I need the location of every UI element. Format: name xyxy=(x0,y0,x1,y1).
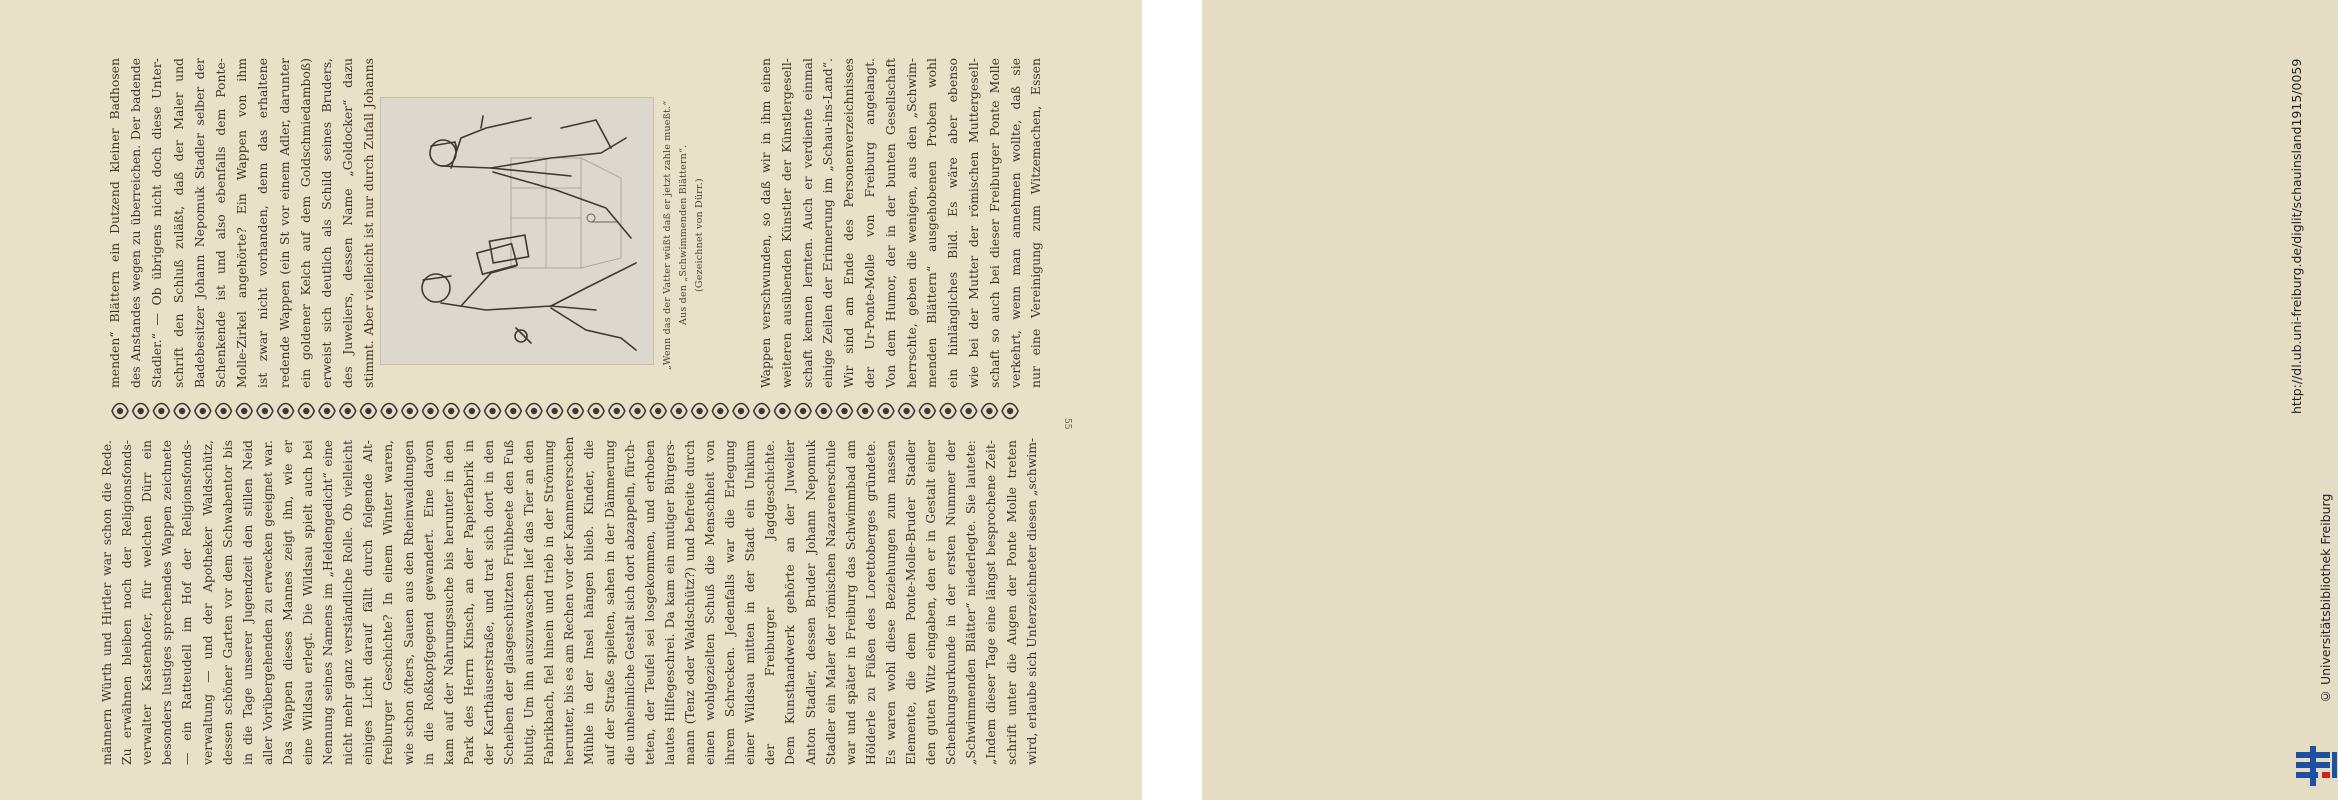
text-line: ein goldener Kelch auf dem Goldschmiedamboß) xyxy=(297,58,313,388)
text-line: verwaltung — und der Apotheker Waldschütz, xyxy=(199,440,215,765)
text-line: „Schwimmenden Blätter“ niederlegte. Sie lautete: xyxy=(963,440,979,765)
text-line: lautes Hilfegeschrei. Da kam ein mutiger Bürgers- xyxy=(661,440,677,765)
text-line: verwalter Kastenhofer, für welchen Dürr ein xyxy=(139,440,155,765)
text-line: ein hinlängliches Bild. Es wäre aber ebenso xyxy=(945,58,961,388)
text-line: blutig. Um ihn auszuwaschen lief das Tier an den xyxy=(521,440,537,765)
text-line: Schenkende ist und also ebenfalls dem Ponte- xyxy=(213,58,228,388)
book-page-scan xyxy=(0,0,1142,800)
text-line: teten, der Teufel sei losgekommen, und erhoben xyxy=(641,440,657,765)
logo-mark-icon xyxy=(2292,744,2338,788)
text-line: schrift unter die Augen der Ponte Molle treten xyxy=(1003,440,1019,765)
text-line: der Freiburger Jagdgeschichte. xyxy=(762,440,778,765)
ornament-motif xyxy=(278,404,294,419)
ornament-motif xyxy=(153,404,169,419)
text-line: war und später in Freiburg das Schwimmbad am xyxy=(842,440,858,765)
ornament-motif xyxy=(981,404,997,419)
text-line: männern Würth und Hirtler war schon die Rede. xyxy=(99,440,114,765)
ornament-motif xyxy=(402,404,418,419)
ornament-motif xyxy=(1002,404,1018,419)
ornament-motif xyxy=(257,404,273,419)
page-number: 55 xyxy=(1062,418,1072,430)
ornament-motif xyxy=(588,404,604,419)
permalink-url[interactable]: http://dl.ub.uni-freiburg.de/diglit/schauinsland1915/0059 xyxy=(2289,58,2304,414)
text-line: Das Wappen dieses Mannes zeigt ihn, wie er xyxy=(279,440,295,765)
text-line: mann (Tenz oder Waldschütz?) und befreite durch xyxy=(681,440,697,765)
ornament-motif xyxy=(112,404,128,419)
text-line: besonders lustiges sprechendes Wappen zeichnete xyxy=(159,440,175,765)
text-line: einer Wildsau mitten in der Stadt ein Unikum xyxy=(742,440,758,765)
ornament-motif xyxy=(630,404,646,419)
text-line: wird, erlaube sich Unterzeichneter diesen „schwim- xyxy=(1023,437,1039,765)
text-line: kam auf der Nahrungssuche bis herunter in den xyxy=(440,440,456,765)
text-line: schrift den Schluß zuläßt, daß der Maler und xyxy=(170,58,186,388)
text-line: in die Roßkopfgegend gewandert. Eine davon xyxy=(420,440,436,765)
text-line: freiburger Geschichte? In einem Winter waren, xyxy=(380,440,396,765)
text-line: einen wohlgezielten Schuß die Menschheit von xyxy=(702,440,717,765)
text-line: wie bei der Mutter der römischen Muttergesell- xyxy=(966,58,981,388)
viewer-sidebar xyxy=(1142,0,2333,800)
text-line: dessen schöner Garten vor dem Schwabentor bis xyxy=(219,440,235,765)
ornament-motif xyxy=(526,404,542,419)
text-line: der Karthäuserstraße, und trat sich dort in den xyxy=(480,440,496,765)
text-line: die unheimliche Gestalt sich dort abzappeln, fürch- xyxy=(621,440,637,765)
text-line: Park des Herrn Kinsch, an der Papierfabrik in xyxy=(460,440,476,765)
illustration-figure xyxy=(380,97,654,365)
text-line: ist zwar nicht vorhanden, denn das erhaltene xyxy=(255,58,271,388)
text-line: Mühle in der Insel hängen blieb. Kinder, die xyxy=(581,440,597,765)
ornament-motif xyxy=(837,404,853,419)
ornament-motif xyxy=(547,404,563,419)
caption-line-quote: „Wenn das der Vatter wüßt daß er jetzt zahle mueßt.“ xyxy=(662,100,673,370)
ornament-motif xyxy=(795,404,811,419)
text-line: menden“ Blättern ein Dutzend kleiner Badhosen xyxy=(107,58,122,388)
ornament-divider xyxy=(110,398,1020,424)
ornament-motif xyxy=(464,404,480,419)
sketch-drawing-icon xyxy=(381,98,653,364)
text-line: herrschte, geben die wenigen, aus den „Schwim- xyxy=(903,58,919,388)
text-line: Dem Kunsthandwerk gehörte an der Juwelier xyxy=(782,440,798,765)
text-line: ihrem Schrecken. Jedenfalls war die Erlegung xyxy=(722,440,738,765)
ornament-motif xyxy=(733,404,749,419)
ornament-motif xyxy=(650,404,666,419)
text-line: den guten Witz eingaben, den er in Gestalt einer xyxy=(923,440,939,765)
ornament-motif xyxy=(878,404,894,419)
text-line: stimmt. Aber vielleicht ist nur durch Zufall Johanns xyxy=(361,58,377,388)
ornament-motif xyxy=(609,404,625,419)
ornament-motif xyxy=(919,404,935,419)
ornament-motif xyxy=(236,404,252,419)
ornament-motif xyxy=(754,404,770,419)
text-line: redende Wappen (ein St vor einem Adler, darunter xyxy=(276,58,292,388)
ornament-motif xyxy=(961,404,977,419)
ornament-motif xyxy=(816,404,832,419)
text-line: schaft so auch bei dieser Freiburger Ponte Molle xyxy=(986,58,1002,388)
ornament-motif xyxy=(423,404,439,419)
ornament-motif xyxy=(712,404,728,419)
text-line: schaft kennen lernten. Auch er verdiente einmal xyxy=(799,58,815,388)
text-line: weiteren ausübenden Künstler der Künstlergesell- xyxy=(778,58,794,388)
text-line: Zu erwähnen bleiben noch der Religionsfonds- xyxy=(119,440,135,765)
copyright-text: © Universitätsbibliothek Freiburg xyxy=(2318,493,2333,704)
text-line: nur eine Vereinigung zum Witzemachen, Essen xyxy=(1028,58,1044,388)
text-line: aller Vorübergehenden zu erwecken geeignet war. xyxy=(259,440,275,765)
text-line: wie schon öfters, Sauen aus den Rheinwaldungen xyxy=(400,440,416,765)
text-line: „Indem dieser Tage eine längst besprochene Zeit- xyxy=(983,440,999,765)
text-line: Elemente, die dem Ponte-Molle-Bruder Stadler xyxy=(903,440,918,765)
ornament-motif xyxy=(443,404,459,419)
text-line: Nennung seines Namens im „Heldengedicht“ eine xyxy=(320,440,336,765)
text-column-block xyxy=(104,58,380,388)
text-line: der Ur-Ponte-Molle von Freiburg angelangt. xyxy=(862,58,877,388)
text-column-block xyxy=(97,436,1042,765)
illustration-caption xyxy=(660,90,730,380)
ub-freiburg-logo-icon[interactable] xyxy=(2292,744,2338,788)
caption-text xyxy=(660,90,730,380)
text-column-block xyxy=(756,58,1047,388)
caption-line-artist: (Gezeichnet von Dürr.) xyxy=(694,178,705,292)
text-line: nicht mehr ganz verständliche Rolle. Ob vielleicht xyxy=(340,440,356,765)
text-line: eine Wildsau erlegt. Die Wildsau spielt auch bei xyxy=(300,440,315,765)
ornament-motif xyxy=(133,404,149,419)
ornament-motif xyxy=(298,404,314,419)
text-line: herunter, bis es am Rechen vor der Kammererschen xyxy=(561,436,577,765)
ornament-motif xyxy=(692,404,708,419)
ornament-motif xyxy=(485,404,501,419)
ornament-motif xyxy=(567,404,583,419)
text-line: menden Blättern“ ausgehobenen Proben wohl xyxy=(924,58,940,388)
text-line: Stadler ein Maler der römischen Nazarenerschule xyxy=(822,440,838,765)
text-line: — ein Ratteudell im Hof der Religionsfonds- xyxy=(179,440,195,765)
text-line: Anton Stadler, dessen Bruder Johann Nepomuk xyxy=(802,440,818,765)
text-line: verkehrt, wenn man annehmen wollte, daß sie xyxy=(1007,58,1023,388)
text-line: in die Tage unserer Jugendzeit den stillen Neid xyxy=(239,440,255,765)
ornament-icon xyxy=(110,398,1020,424)
ornament-motif xyxy=(216,404,232,419)
ornament-motif xyxy=(381,404,397,419)
ornament-motif xyxy=(671,404,687,419)
ornament-motif xyxy=(505,404,521,419)
text-line: Wir sind am Ende des Personenverzeichnisses xyxy=(841,58,857,388)
ornament-motif xyxy=(195,404,211,419)
text-line: Fabrikbach, fiel hinein und trieb in der Strömung xyxy=(541,440,557,765)
text-line: Es waren wohl diese Beziehungen zum nassen xyxy=(882,440,898,765)
ornament-motif xyxy=(340,404,356,419)
ornament-motif xyxy=(774,404,790,419)
ornament-motif xyxy=(940,404,956,419)
ornament-motif xyxy=(857,404,873,419)
text-line: Scheiben der glasgeschützten Frühbeete den Fuß xyxy=(501,440,516,765)
text-line: Wappen verschwunden, so daß wir in ihm einen xyxy=(758,58,773,388)
ornament-motif xyxy=(899,404,915,419)
caption-line-source: Aus den „Schwimmenden Blättern“. xyxy=(678,144,689,326)
text-line: des Anstandes wegen zu überreichen. Der badende xyxy=(128,58,144,388)
text-line: auf der Straße spielten, sahen in der Dämmerung xyxy=(601,440,617,765)
ornament-motif xyxy=(319,404,335,419)
text-line: Stadler.“ — Ob übrigens nicht doch diese Unter- xyxy=(149,58,165,388)
text-line: Schenkungsurkunde in der ersten Nummer der xyxy=(943,440,959,765)
ornament-motif xyxy=(360,404,376,419)
text-line: Hölderle zu Füßen des Lorettoberges gründete. xyxy=(862,440,878,765)
text-line: einige Zeilen der Erinnerung im „Schau-ins-Land“. xyxy=(820,58,836,388)
text-line: erweist sich deutlich als Schild seines Bruders, xyxy=(319,58,334,388)
text-line: einiges Licht darauf fällt durch folgende Alt- xyxy=(360,440,376,765)
text-line: Molle-Zirkel angehörte? Ein Wappen von ihm xyxy=(234,58,250,388)
text-line: des Juweliers, dessen Name „Goldocker“ dazu xyxy=(340,58,356,388)
ornament-motif xyxy=(174,404,190,419)
text-line: Badebesitzer Johann Nepomuk Stadler selber der xyxy=(191,58,207,388)
text-line: Von dem Humor, der in der bunten Gesellschaft xyxy=(882,58,898,388)
